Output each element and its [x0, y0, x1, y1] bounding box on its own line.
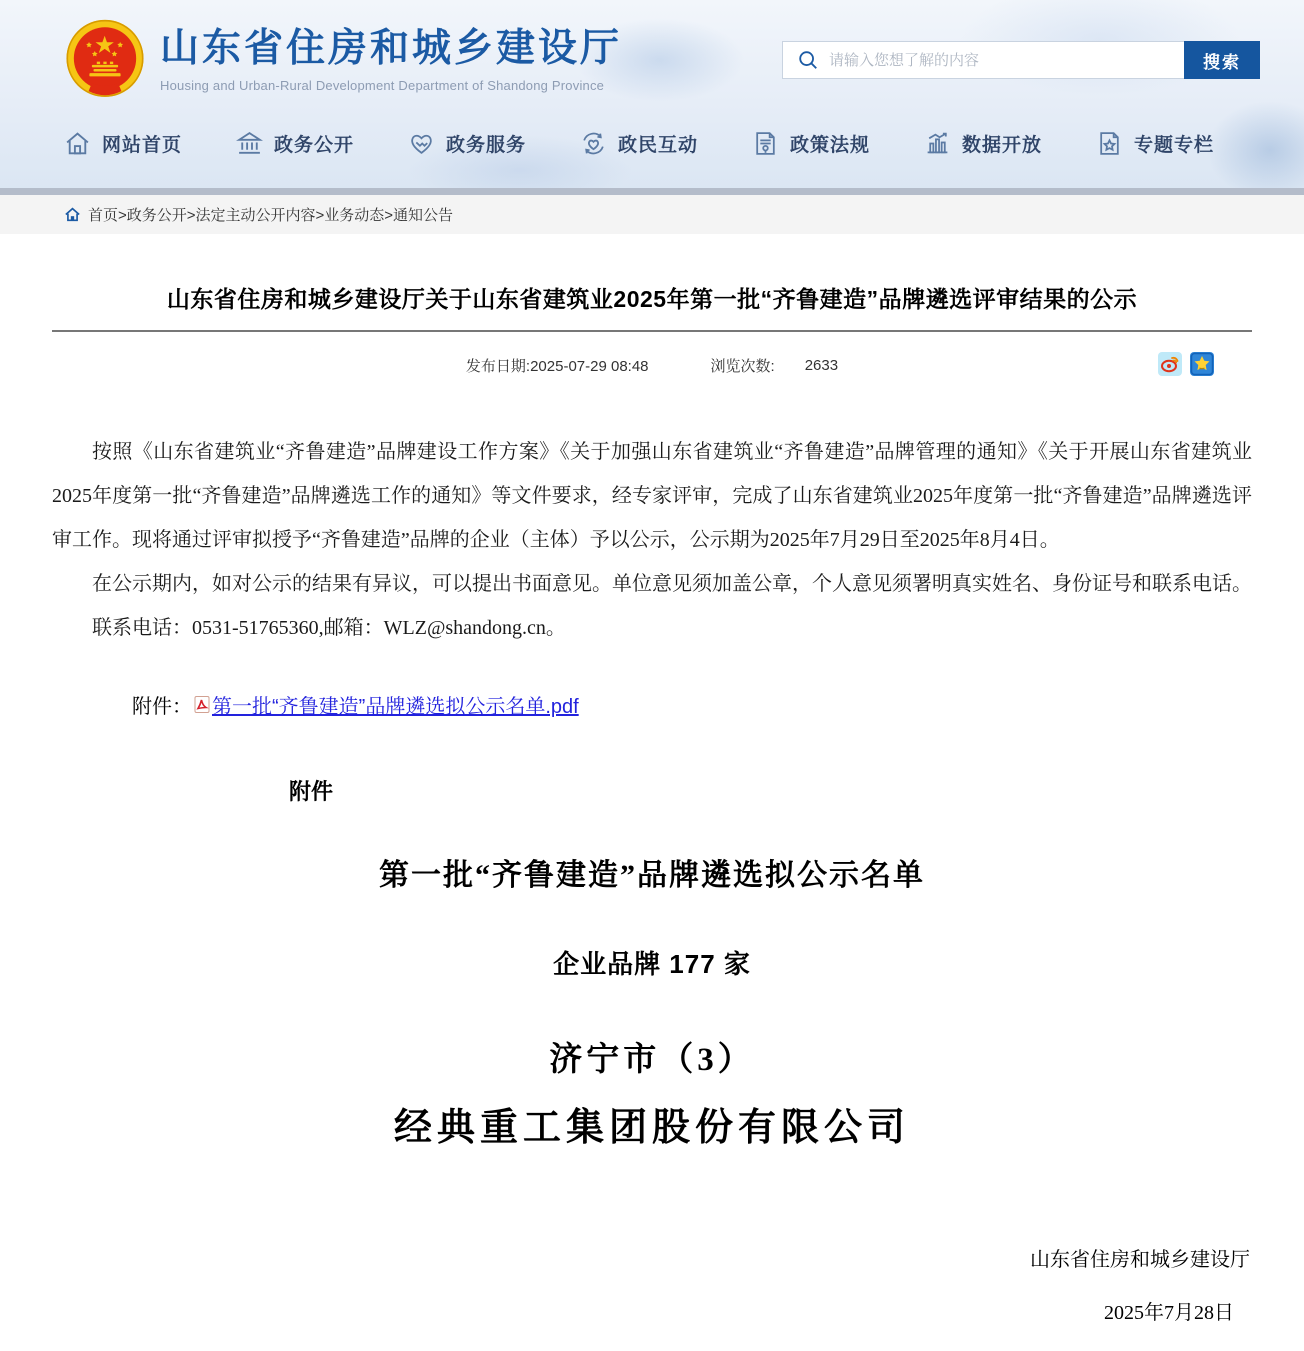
nav-item-special-topics[interactable] [1096, 130, 1268, 157]
body-paragraph-2: 在公示期内，如对公示的结果有异议，可以提出书面意见。单位意见须加盖公章，个人意见须署明真实姓名、身份证号和联系电话。 [92, 573, 1252, 595]
nav-item-interaction[interactable] [580, 130, 752, 157]
home-icon [64, 130, 91, 157]
article-meta [52, 352, 1252, 378]
site-subtitle: Housing and Urban-Rural Development Department of Shandong Province [160, 77, 605, 93]
nav-item-policies[interactable] [752, 130, 924, 157]
main-nav [0, 108, 1304, 178]
header-divider [0, 188, 1304, 195]
nav-item-label: 政策法规 [790, 134, 871, 156]
search-icon [797, 49, 819, 71]
publish-date: 发布日期:2025-07-29 08:48 [465, 357, 649, 375]
contact-line: 联系电话：0531-51765360,邮箱：WLZ@shandong.cn。 [92, 617, 566, 639]
page-title: 山东省住房和城乡建设厅关于山东省建筑业2025年第一批“齐鲁建造”品牌遴选评审结果的公示 [166, 286, 1138, 312]
nav-item-label: 政务服务 [446, 134, 527, 156]
national-emblem-icon [64, 18, 146, 102]
doc-appendix-label: 附件 [289, 779, 334, 804]
nav-item-label: 数据开放 [962, 134, 1043, 156]
nav-item-label: 政务公开 [274, 134, 355, 156]
doc-title: 第一批“齐鲁建造”品牌遴选拟公示名单 [379, 859, 925, 892]
data-chart-icon [924, 130, 951, 157]
nav-item-label: 政民互动 [618, 134, 699, 156]
views-label: 浏览次数: [710, 357, 775, 375]
breadcrumb-bar [0, 195, 1304, 234]
nav-item-gov-info[interactable] [236, 130, 408, 157]
search-box [782, 41, 1260, 79]
body-paragraph-1: 按照《山东省建筑业“齐鲁建造”品牌建设工作方案》《关于加强山东省建筑业“齐鲁建造”品牌管理的通知》《关于开展山东省建筑业2025年度第一批“齐鲁建造”品牌遴选工作的通知》等文件要求，经专家评审，完成了山东省建筑业2025年度第一批“齐鲁建造”品牌遴选评审工作。现将通过评审拟授予“齐鲁建造”品牌的企业（主体）予以公示，公示期为2025年7月29日至2025年8月4日。 [52, 441, 1252, 551]
document-preview [52, 775, 1252, 1351]
qzone-share-icon[interactable] [1190, 352, 1214, 376]
search-input[interactable] [829, 42, 1184, 78]
share-icons [1158, 352, 1214, 376]
doc-city-heading: 济宁市（3） [549, 1042, 755, 1078]
breadcrumb-home-icon [64, 207, 81, 222]
star-doc-icon [1096, 130, 1123, 157]
site-title: 山东省住房和城乡建设厅 [160, 27, 623, 71]
nav-item-label: 专题专栏 [1134, 134, 1215, 156]
doc-sign-date: 2025年7月28日 [1104, 1302, 1234, 1324]
doc-brand-count: 企业品牌 177 家 [553, 949, 751, 979]
site-logo[interactable] [64, 18, 622, 102]
views-count: 2633 [804, 356, 839, 374]
doc-company-name: 经典重工集团股份有限公司 [393, 1107, 910, 1149]
title-divider [52, 330, 1252, 332]
policy-doc-icon [752, 130, 779, 157]
heart-circle-icon [580, 130, 607, 157]
nav-item-open-data[interactable] [924, 130, 1096, 157]
nav-item-label: 网站首页 [102, 134, 183, 156]
bank-icon [236, 130, 263, 157]
pdf-file-icon [194, 696, 210, 713]
attachment-label: 附件： [132, 696, 192, 718]
site-header [0, 0, 1304, 188]
handshake-icon [408, 130, 435, 157]
doc-signature: 山东省住房和城乡建设厅 [1030, 1249, 1250, 1271]
nav-item-home[interactable] [64, 130, 236, 157]
breadcrumb[interactable]: 首页>政务公开>法定主动公开内容>业务动态>通知公告 [88, 207, 454, 224]
nav-item-gov-services[interactable] [408, 130, 580, 157]
attachment-row [52, 690, 1252, 719]
weibo-share-icon[interactable] [1158, 352, 1182, 376]
attachment-link[interactable]: 第一批“齐鲁建造”品牌遴选拟公示名单.pdf [212, 696, 579, 718]
article-body [52, 430, 1252, 650]
search-button[interactable]: 搜索 [1184, 41, 1260, 79]
